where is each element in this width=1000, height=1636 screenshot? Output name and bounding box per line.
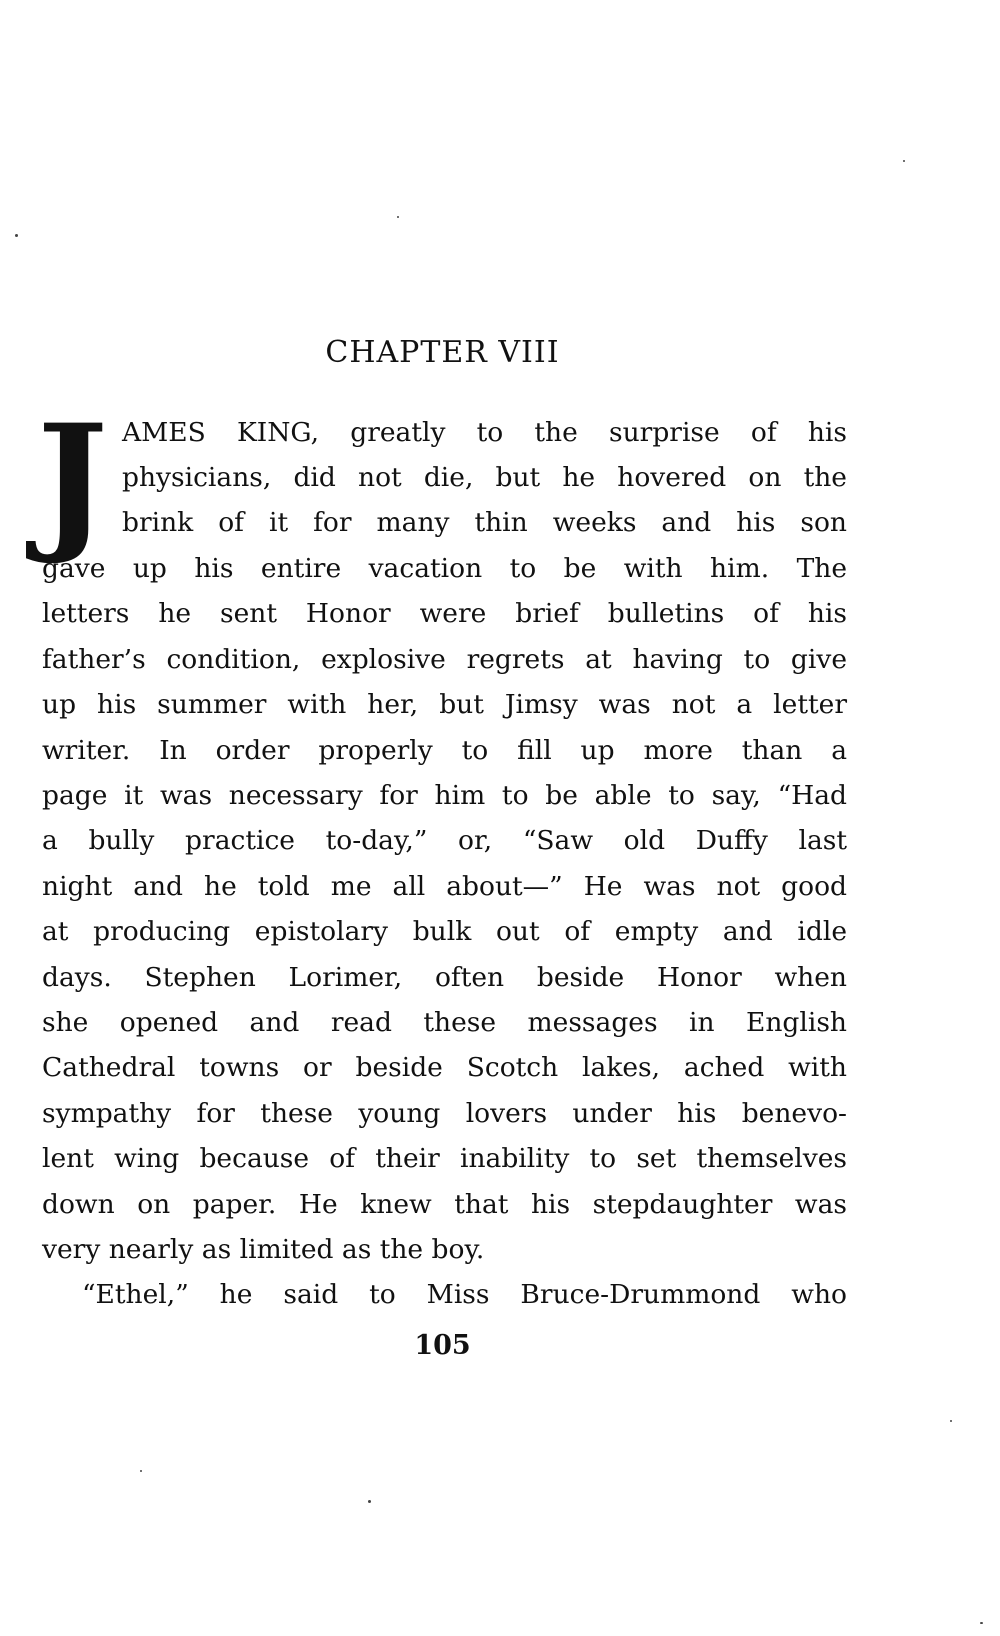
scan-speck [980,1622,983,1624]
text-line: page it was necessary for him to be able to say, “Had [42,780,847,811]
text-line: gave up his entire vacation to be with him. The [42,553,847,584]
text-line: “Ethel,” he said to Miss Bruce-Drummond who [82,1279,847,1310]
text-line: days. Stephen Lorimer, often beside Honor when [42,962,847,993]
text-line: AMES KING, greatly to the surprise of his [122,417,847,448]
scan-speck [140,1470,142,1472]
text-line: up his summer with her, but Jimsy was not a letter [42,689,847,720]
text-line: brink of it for many thin weeks and his son [122,507,847,538]
text-line: down on paper. He knew that his stepdaughter was [42,1189,847,1220]
text-line: she opened and read these messages in English [42,1007,847,1038]
scan-speck [397,216,399,218]
page-number: 105 [414,1330,471,1361]
scan-speck [368,1500,371,1503]
text-line: a bully practice to-day,” or, “Saw old Duffy last [42,825,847,856]
scan-speck [903,160,905,162]
text-line: at producing epistolary bulk out of empty and idle [42,916,847,947]
text-line: writer. In order properly to fill up more than a [42,735,847,766]
drop-cap: J [37,392,108,568]
scan-speck [950,1420,952,1422]
text-line: sympathy for these young lovers under his benevo- [42,1098,847,1129]
text-line: letters he sent Honor were brief bulletins of his [42,598,847,629]
text-line: physicians, did not die, but he hovered on the [122,462,847,493]
scan-speck [15,234,18,237]
text-line: father’s condition, explosive regrets at having to give [42,644,847,675]
text-line: Cathedral towns or beside Scotch lakes, ached with [42,1052,847,1083]
text-line: lent wing because of their inability to set themselves [42,1143,847,1174]
text-line: night and he told me all about—” He was not good [42,871,847,902]
chapter-title: CHAPTER VIII [325,335,560,370]
text-line: very nearly as limited as the boy. [42,1234,485,1265]
